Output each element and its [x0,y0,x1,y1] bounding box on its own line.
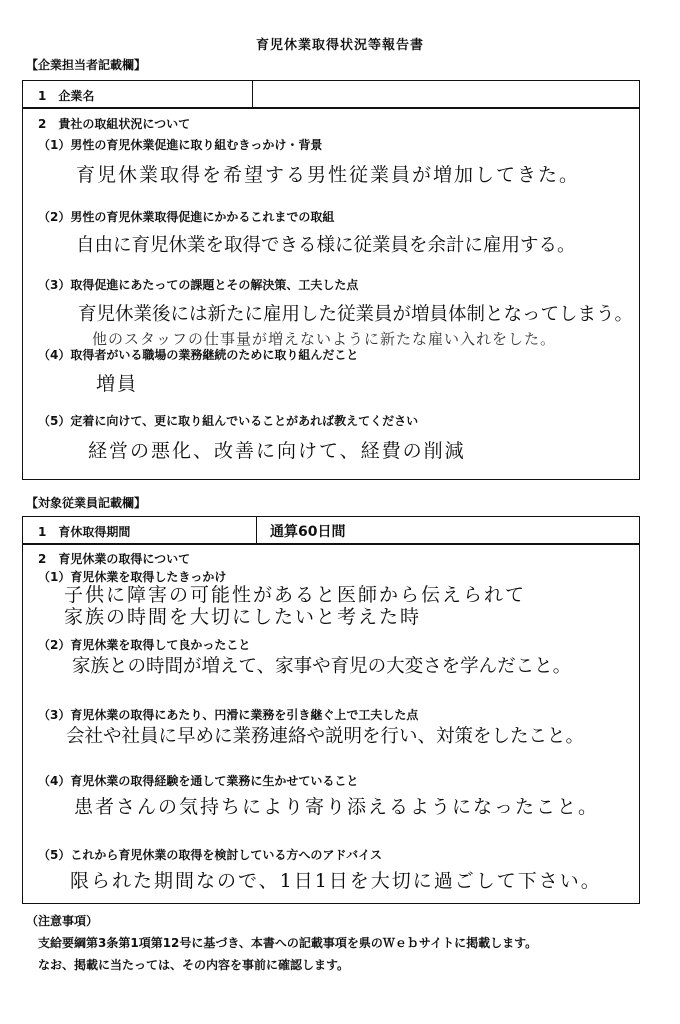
leave-period-divider [256,516,257,544]
employee-a3: 会社や社員に早めに業務連絡や説明を行い、対策をしたこと。 [66,726,585,747]
employee-a1-line1: 子供に障害の可能性があると医師から伝えられて [64,584,527,606]
employee-q5: （5）これから育児休業の取得を検討している方へのアドバイス [38,848,382,862]
employee-q4: （4）育児休業の取得経験を通して業務に生かせていること [38,774,359,788]
company-q5: （5）定着に向けて、更に取り組んでいることがあれば教えてください [38,414,419,428]
employee-a5: 限られた期間なので、1日1日を大切に過ごして下さい。 [70,870,602,892]
employee-a1-line2: 家族の時間を大切にしたいと考えた時 [64,606,422,628]
company-a4: 増員 [96,373,139,395]
company-a2: 自由に育児休業を取得できる様に従業員を余計に雇用する。 [76,235,576,256]
notes-line-1: 支給要綱第3条第1項第12号に基づき、本書への記載事項を県のＷｅｂサイトに掲載します。 [38,936,538,950]
leave-period-value: 通算60日間 [270,524,346,540]
notes-heading: （注意事項） [26,914,99,928]
employee-q2: （2）育児休業を取得して良かったこと [38,638,251,652]
company-section-heading: 【企業担当者記載欄】 [26,58,147,72]
notes-line-2: なお、掲載に当たっては、その内容を事前に確認します。 [38,958,350,972]
company-a1: 育児休業取得を希望する男性従業員が増加してきた。 [76,164,581,186]
leave-period-label: 1 育休取得期間 [38,525,131,539]
employee-leave-label: 2 育児休業の取得について [38,552,191,566]
company-q2: （2）男性の育児休業取得促進にかかるこれまでの取組 [38,210,335,224]
employee-a4: 患者さんの気持ちにより寄り添えるようになったこと。 [74,796,600,818]
company-a3: 育児休業後には新たに雇用した従業員が増員体制となってしまう。 [78,304,634,325]
page-title: 育児休業取得状況等報告書 [255,38,424,53]
company-name-row [22,80,640,108]
company-a4-note: 他のスタッフの仕事量が増えないように新たな雇い入れをした。 [92,330,557,348]
company-a5: 経営の悪化、改善に向けて、経費の削減 [88,440,466,462]
employee-section-heading: 【対象従業員記載欄】 [26,496,147,510]
company-efforts-label: 2 貴社の取組状況について [38,117,191,131]
company-name-divider [252,80,253,108]
company-q1: （1）男性の育児休業促進に取り組むきっかけ・背景 [38,138,323,152]
company-q4: （4）取得者がいる職場の業務継続のために取り組んだこと [38,348,359,362]
employee-q3: （3）育児休業の取得にあたり、円滑に業務を引き継ぐ上で工夫した点 [38,708,419,722]
employee-a2: 家族との時間が増えて、家事や育児の大変さを学んだこと。 [72,656,572,677]
employee-q1: （1）育児休業を取得したきっかけ [38,570,227,584]
company-q3: （3）取得促進にあたっての課題とその解決策、工夫した点 [38,278,359,292]
company-name-label: 1 企業名 [38,89,95,103]
